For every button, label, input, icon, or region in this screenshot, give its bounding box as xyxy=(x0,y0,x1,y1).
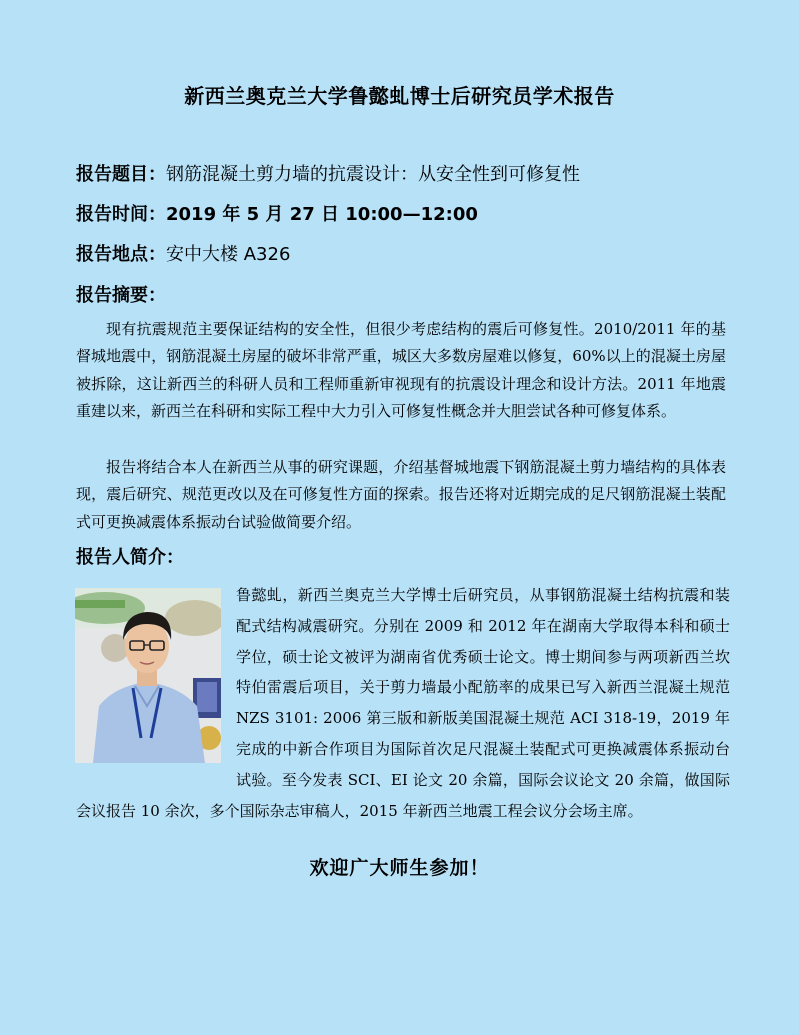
abstract-paragraph-2: 报告将结合本人在新西兰从事的研究课题，介绍基督城地震下钢筋混凝土剪力墙结构的具体表现，震后研究、规范更改以及在可修复性方面的探索。报告还将对近期完成的足尺钢筋混凝土装配式可更换减震体系振动台试验做简要介绍。 xyxy=(76,458,726,531)
topic-field xyxy=(76,160,580,186)
topic-value: 钢筋混凝土剪力墙的抗震设计：从安全性到可修复性 xyxy=(166,164,580,185)
place-value: 安中大楼 A326 xyxy=(166,244,291,265)
photo-spacer xyxy=(76,580,236,765)
time-value: 2019 年 5 月 27 日 10:00—12:00 xyxy=(166,204,478,225)
abstract-paragraph-1: 现有抗震规范主要保证结构的安全性，但很少考虑结构的震后可修复性。2010/2011 年的基督城地震中，钢筋混凝土房屋的破坏非常严重，城区大多数房屋难以修复，60%以上的混凝土房屋被拆除，这让新西兰的科研人员和工程师重新审视现有的抗震设计理念和设计方法。2011 年地震重建以来，新西兰在科研和实际工程中大力引入可修复性概念并大胆尝试各种可修复体系。 xyxy=(76,320,726,421)
place-label: 报告地点： xyxy=(76,244,166,265)
speaker-bio xyxy=(76,580,730,826)
topic-label: 报告题目： xyxy=(76,164,166,185)
speaker-heading: 报告人简介： xyxy=(76,547,184,568)
page-title: 新西兰奥克兰大学鲁懿虬博士后研究员学术报告 xyxy=(184,84,615,108)
place-field xyxy=(76,240,290,266)
time-label: 报告时间： xyxy=(76,204,166,225)
welcome-message: 欢迎广大师生参加！ xyxy=(309,857,490,879)
abstract-heading: 报告摘要： xyxy=(76,285,166,306)
speaker-bio-text: 鲁懿虬，新西兰奥克兰大学博士后研究员，从事钢筋混凝土结构抗震和装配式结构减震研究。分别在 2009 和 2012 年在湖南大学取得本科和硕士学位，硕士论文被评为湖南省优秀硕士论文。博士期间参与两项新西兰坎特伯雷震后项目，关于剪力墙最小配筋率的成果已写入新西兰混凝土规范 NZS 3101: 2006 第三版和新版美国混凝土规范 ACI 318-19，2019 年完成的中新合作项目为国际首次足尺混凝土装配式可更换减震体系振动台试验。至今发表 SCI、EI 论文 20 余篇，国际会议论文 20 余篇，做国际会议报告 10 余次，多个国际杂志审稿人，2015 年新西兰地震工程会议分会场主席。 xyxy=(76,586,730,820)
time-field xyxy=(76,200,478,226)
